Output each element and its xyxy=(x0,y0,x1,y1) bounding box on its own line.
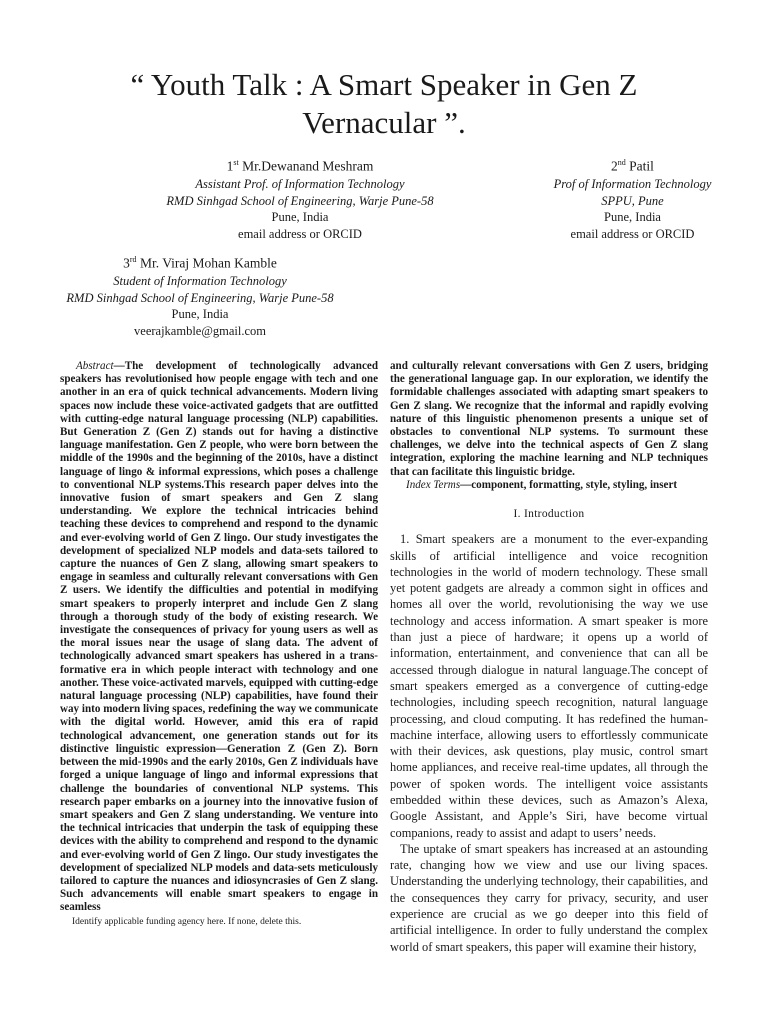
right-column xyxy=(390,360,708,955)
author-block-3 xyxy=(40,252,360,339)
abstract-continued: and culturally relevant conversations with Gen Z users, bridging the generational language gap. In our exploration, we identify the formidable challenges associated with adapting smart speakers to Gen Z slang. We recognize that the informal and rapidly evolving nature of this linguistic phenomenon presents a unique set of obstacles to conventional NLP systems. To surmount these challenges, we delve into the technical aspects of Gen Z slang integration, exploring the machine learning and NLP techniques that can facilitate this linguistic bridge. xyxy=(390,360,708,478)
abstract xyxy=(60,360,378,915)
paper-title: “ Youth Talk : A Smart Speaker in Gen Z Vernacular ”. xyxy=(130,67,638,140)
author-name: 2nd Patil xyxy=(611,158,654,174)
intro-paragraph: 1. Smart speakers are a monument to the ever-expanding skills of artificial intelligence and voice recognition technologies in the world of modern technology. These small yet potent gadgets are already a common sight in offices and homes all over the world, revolutionising the way we use technology and access information. A smart speaker is more than just a piece of hardware; it opens up a world of information, entertainment, and convenience that can all be accessed through dialogue in natural language.The concept of smart speakers emerged as a convergence of cutting-edge technologies, including speech recognition, natural language processing, and cloud computing. It has redefined the human-machine interface, allowing users to effortlessly communicate with their devices, ask questions, play music, control smart home appliances, and receive real-time updates, all through the power of spoken words. The intelligent voice assistants embedded within these devices, such as Amazon’s Alexa, Google Assistant, and Apple’s Siri, have become virtual companions, ready to assist and adapt to users’ needs. xyxy=(390,532,708,840)
author-name: 1st Mr.Dewanand Meshram xyxy=(226,158,374,174)
author-name: 3rd Mr. Viraj Mohan Kamble xyxy=(123,255,277,271)
author-contact: veerajkamble@gmail.com xyxy=(134,323,266,338)
author-position: Prof of Information Technology xyxy=(553,177,712,191)
author-position: Student of Information Technology xyxy=(113,274,287,288)
index-terms-label: Index Terms xyxy=(406,478,461,491)
author-city: Pune, India xyxy=(171,307,229,321)
index-terms xyxy=(390,479,708,492)
abstract-label: Abstract xyxy=(76,360,114,372)
intro-paragraph: The uptake of smart speakers has increased at an astounding rate, changing how we view and use our living spaces. Understanding the underlying technology, their capabilities, and the consequences they carry for privacy, security, and user experience are crucial as we go deeper into this field of artificial intelligence. In order to fully understand the complex world of smart speakers, this paper will examine their history, xyxy=(390,841,708,954)
author-affiliation: RMD Sinhgad School of Engineering, Warje Pune-58 xyxy=(66,290,334,305)
author-affiliation: SPPU, Pune xyxy=(601,193,664,208)
author-block-2 xyxy=(535,155,730,242)
index-terms-text: —component, formatting, style, styling, insert xyxy=(460,478,678,491)
funding-footnote: Identify applicable funding agency here. If none, delete this. xyxy=(72,917,302,927)
abstract-text: —The development of technologically advanced speakers has revolutionised how people engage with tech and one another in an era of quick technical advancements. Modern living spaces now include these voice-activated gadgets that are outfitted with cutting-edge natural language processing (NLP) capabilities. But Generation Z (Gen Z) stands out for having a distinctive language manifestation. Gen Z people, who were born between the middle of the 1990s and the beginning of the 2010s, have a distinct language of lingo & informal expressions, which poses a challenge to conventional NLP systems.This research paper delves into the innovative fusion of smart speakers and Gen Z slang understanding. We explore the technical intricacies behind teaching these devices to comprehend and respond to the dynamic and ever-evolving world of Gen Z lingo. Our study investigates the development of specialized NLP models and data-sets tailored to capture the nuances of Gen Z slang, allowing smart speakers to engage in seamless and culturally relevant conversations with Gen Z users. We identify the difficulties and potential in modifying smart speakers to properly interpret and include Gen Z slang through a thorough study of the body of existing research. We investigate the consequences of privacy for young users as well as the moral issues near the usage of slang data. The advent of technologically advanced smart speakers has ushered in a trans-formative era in which people interact with technology and one another. These voice-activated marvels, equipped with cutting-edge natural language processing (NLP) capabilities, have found their way into modern living spaces, redefining the way we communicate with the digital world. However, amid this era of rapid technological advancement, one generation stands out for its distinctive linguistic expression—Generation Z (Gen Z). Born between the mid-1990s and the early 2010s, Gen Z individuals have forged a unique language of lingo and informal expressions that challenge the boundaries of conventional NLP systems. This research paper embarks on a journey into the innovative fusion of smart speakers and Gen Z slang understanding. We venture into the technical intricacies that underpin the task of equipping these devices with the ability to comprehend and respond to the dynamic and ever-evolving world of Gen Z lingo. Our study investigates the development of specialized NLP models and data-sets meticulously tailored to capture the nuances and idiosyncrasies of Gen Z slang. Such advancements will enable smart speakers to engage in seamless xyxy=(60,360,378,914)
author-position: Assistant Prof. of Information Technology xyxy=(195,177,405,191)
author-affiliation: RMD Sinhgad School of Engineering, Warje Pune-58 xyxy=(166,193,434,208)
author-contact: email address or ORCID xyxy=(570,226,695,241)
abstract-paragraph xyxy=(60,360,378,915)
section-heading-introduction: I. Introduction xyxy=(513,508,585,521)
left-column xyxy=(60,360,378,915)
author-block-1 xyxy=(150,155,450,242)
author-city: Pune, India xyxy=(271,210,329,224)
author-contact: email address or ORCID xyxy=(238,226,362,241)
author-city: Pune, India xyxy=(604,210,661,224)
